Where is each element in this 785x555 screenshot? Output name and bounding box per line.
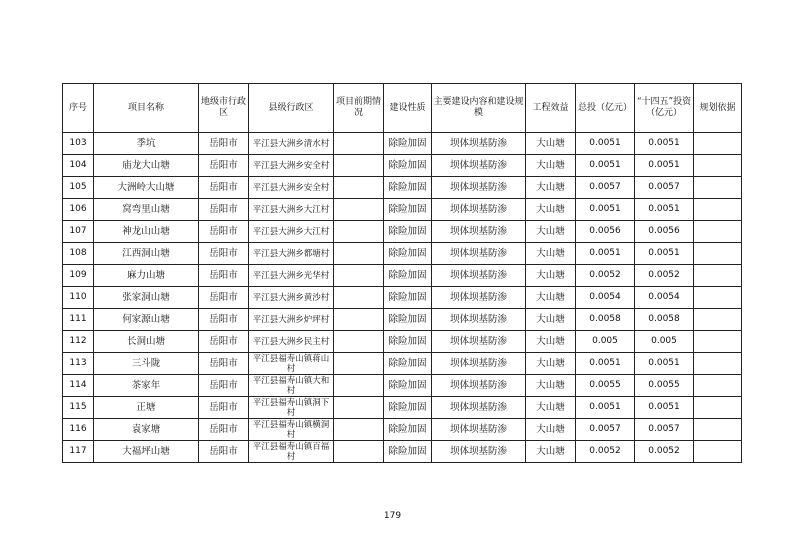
row-number: 111 [63,309,94,331]
city-cell: 岳阳市 [199,419,249,441]
plan-investment: 0.0051 [635,243,694,265]
table-row [63,177,742,199]
row-number: 107 [63,221,94,243]
content-cell: 坝体坝基防渗 [432,397,526,419]
county-cell: 平江县大洲乡黄沙村 [249,287,334,309]
project-name: 茶家年 [94,375,199,397]
city-cell: 岳阳市 [199,397,249,419]
table-row [63,397,742,419]
basis-cell [694,375,742,397]
basis-cell [694,397,742,419]
county-cell: 平江县大洲乡清水村 [249,133,334,155]
plan-investment: 0.0052 [635,441,694,463]
basis-cell [694,199,742,221]
total-investment: 0.0055 [576,375,635,397]
benefit-cell: 大山塘 [526,177,576,199]
benefit-cell: 大山塘 [526,441,576,463]
total-investment: 0.0057 [576,177,635,199]
table-row [63,353,742,375]
benefit-cell: 大山塘 [526,331,576,353]
prelim-cell [334,199,384,221]
city-cell: 岳阳市 [199,331,249,353]
basis-cell [694,133,742,155]
row-number: 115 [63,397,94,419]
nature-cell: 除险加固 [384,397,432,419]
nature-cell: 除险加固 [384,309,432,331]
project-name: 三斗陇 [94,353,199,375]
city-cell: 岳阳市 [199,199,249,221]
county-cell: 平江县大洲乡大江村 [249,221,334,243]
benefit-cell: 大山塘 [526,309,576,331]
total-investment: 0.0051 [576,243,635,265]
total-investment: 0.0052 [576,265,635,287]
header-basis: 规划依据 [694,84,742,133]
plan-investment: 0.0051 [635,199,694,221]
county-cell: 平江县大洲乡民主村 [249,331,334,353]
benefit-cell: 大山塘 [526,199,576,221]
nature-cell: 除险加固 [384,419,432,441]
prelim-cell [334,133,384,155]
project-name: 袁家塘 [94,419,199,441]
row-number: 110 [63,287,94,309]
total-investment: 0.0051 [576,133,635,155]
project-name: 何家源山塘 [94,309,199,331]
city-cell: 岳阳市 [199,155,249,177]
city-cell: 岳阳市 [199,353,249,375]
nature-cell: 除险加固 [384,375,432,397]
basis-cell [694,177,742,199]
city-cell: 岳阳市 [199,309,249,331]
header-county: 县级行政区 [249,84,334,133]
header-city: 地级市行政区 [199,84,249,133]
basis-cell [694,353,742,375]
project-name: 江西洞山塘 [94,243,199,265]
table-row [63,309,742,331]
project-name: 长洞山塘 [94,331,199,353]
header-nature: 建设性质 [384,84,432,133]
page-number: 179 [383,511,402,521]
project-name: 张家洞山塘 [94,287,199,309]
header-name: 项目名称 [94,84,199,133]
county-cell: 平江县福寿山镇洞下村 [249,397,334,419]
total-investment: 0.005 [576,331,635,353]
project-name: 正塘 [94,397,199,419]
project-name: 窝弯里山塘 [94,199,199,221]
table-body [63,133,742,463]
row-number: 114 [63,375,94,397]
total-investment: 0.0051 [576,353,635,375]
benefit-cell: 大山塘 [526,419,576,441]
prelim-cell [334,419,384,441]
plan-investment: 0.0052 [635,265,694,287]
content-cell: 坝体坝基防渗 [432,133,526,155]
row-number: 104 [63,155,94,177]
plan-investment: 0.0051 [635,155,694,177]
total-investment: 0.0057 [576,419,635,441]
content-cell: 坝体坝基防渗 [432,353,526,375]
project-name: 神龙山山塘 [94,221,199,243]
content-cell: 坝体坝基防渗 [432,265,526,287]
project-name: 大福坪山塘 [94,441,199,463]
table-row [63,199,742,221]
county-cell: 平江县福寿山镇百福村 [249,441,334,463]
city-cell: 岳阳市 [199,133,249,155]
basis-cell [694,221,742,243]
table-row [63,331,742,353]
total-investment: 0.0051 [576,199,635,221]
plan-investment: 0.0051 [635,133,694,155]
content-cell: 坝体坝基防渗 [432,243,526,265]
city-cell: 岳阳市 [199,375,249,397]
benefit-cell: 大山塘 [526,243,576,265]
nature-cell: 除险加固 [384,331,432,353]
content-cell: 坝体坝基防渗 [432,441,526,463]
content-cell: 坝体坝基防渗 [432,331,526,353]
nature-cell: 除险加固 [384,353,432,375]
nature-cell: 除险加固 [384,177,432,199]
plan-investment: 0.005 [635,331,694,353]
plan-investment: 0.0057 [635,419,694,441]
row-number: 113 [63,353,94,375]
basis-cell [694,331,742,353]
county-cell: 平江县大洲乡炉坪村 [249,309,334,331]
nature-cell: 除险加固 [384,287,432,309]
content-cell: 坝体坝基防渗 [432,375,526,397]
header-no: 序号 [63,84,94,133]
city-cell: 岳阳市 [199,243,249,265]
plan-investment: 0.0051 [635,353,694,375]
basis-cell [694,287,742,309]
benefit-cell: 大山塘 [526,375,576,397]
content-cell: 坝体坝基防渗 [432,221,526,243]
table-row [63,419,742,441]
header-prelim: 项目前期情况 [334,84,384,133]
table-row [63,155,742,177]
prelim-cell [334,397,384,419]
nature-cell: 除险加固 [384,155,432,177]
city-cell: 岳阳市 [199,265,249,287]
nature-cell: 除险加固 [384,221,432,243]
benefit-cell: 大山塘 [526,221,576,243]
county-cell: 平江县福寿山镇横洞村 [249,419,334,441]
prelim-cell [334,375,384,397]
city-cell: 岳阳市 [199,441,249,463]
prelim-cell [334,155,384,177]
city-cell: 岳阳市 [199,177,249,199]
basis-cell [694,155,742,177]
nature-cell: 除险加固 [384,265,432,287]
row-number: 112 [63,331,94,353]
content-cell: 坝体坝基防渗 [432,199,526,221]
county-cell: 平江县大洲乡大江村 [249,199,334,221]
benefit-cell: 大山塘 [526,287,576,309]
header-plan: “十四五”投资（亿元） [635,84,694,133]
project-table [62,83,742,463]
content-cell: 坝体坝基防渗 [432,155,526,177]
project-name: 季坑 [94,133,199,155]
county-cell: 平江县大洲乡光华村 [249,265,334,287]
county-cell: 平江县福寿山镇蒋山村 [249,353,334,375]
basis-cell [694,419,742,441]
plan-investment: 0.0056 [635,221,694,243]
prelim-cell [334,309,384,331]
table-row [63,133,742,155]
county-cell: 平江县大洲乡都塘村 [249,243,334,265]
basis-cell [694,243,742,265]
content-cell: 坝体坝基防渗 [432,287,526,309]
content-cell: 坝体坝基防渗 [432,177,526,199]
city-cell: 岳阳市 [199,287,249,309]
prelim-cell [334,441,384,463]
prelim-cell [334,243,384,265]
prelim-cell [334,353,384,375]
table-row [63,375,742,397]
plan-investment: 0.0058 [635,309,694,331]
prelim-cell [334,287,384,309]
total-investment: 0.0051 [576,397,635,419]
row-number: 116 [63,419,94,441]
city-cell: 岳阳市 [199,221,249,243]
row-number: 105 [63,177,94,199]
prelim-cell [334,221,384,243]
basis-cell [694,265,742,287]
table-row [63,221,742,243]
county-cell: 平江县福寿山镇大和村 [249,375,334,397]
county-cell: 平江县大洲乡安全村 [249,177,334,199]
header-row [63,84,742,133]
content-cell: 坝体坝基防渗 [432,309,526,331]
basis-cell [694,309,742,331]
nature-cell: 除险加固 [384,243,432,265]
row-number: 108 [63,243,94,265]
row-number: 103 [63,133,94,155]
row-number: 109 [63,265,94,287]
benefit-cell: 大山塘 [526,353,576,375]
plan-investment: 0.0051 [635,397,694,419]
header-content: 主要建设内容和建设规模 [432,84,526,133]
table-row [63,265,742,287]
table-row [63,243,742,265]
table-row [63,287,742,309]
total-investment: 0.0056 [576,221,635,243]
plan-investment: 0.0055 [635,375,694,397]
benefit-cell: 大山塘 [526,265,576,287]
project-name: 庙龙大山塘 [94,155,199,177]
prelim-cell [334,265,384,287]
total-investment: 0.0052 [576,441,635,463]
row-number: 106 [63,199,94,221]
benefit-cell: 大山塘 [526,155,576,177]
plan-investment: 0.0054 [635,287,694,309]
header-total: 总投（亿元） [576,84,635,133]
total-investment: 0.0058 [576,309,635,331]
header-benefit: 工程效益 [526,84,576,133]
county-cell: 平江县大洲乡安全村 [249,155,334,177]
basis-cell [694,441,742,463]
nature-cell: 除险加固 [384,199,432,221]
nature-cell: 除险加固 [384,133,432,155]
project-name: 大洲岭大山塘 [94,177,199,199]
nature-cell: 除险加固 [384,441,432,463]
table-row [63,441,742,463]
content-cell: 坝体坝基防渗 [432,419,526,441]
total-investment: 0.0054 [576,287,635,309]
total-investment: 0.0051 [576,155,635,177]
prelim-cell [334,331,384,353]
project-name: 麻力山塘 [94,265,199,287]
benefit-cell: 大山塘 [526,397,576,419]
row-number: 117 [63,441,94,463]
prelim-cell [334,177,384,199]
plan-investment: 0.0057 [635,177,694,199]
benefit-cell: 大山塘 [526,133,576,155]
